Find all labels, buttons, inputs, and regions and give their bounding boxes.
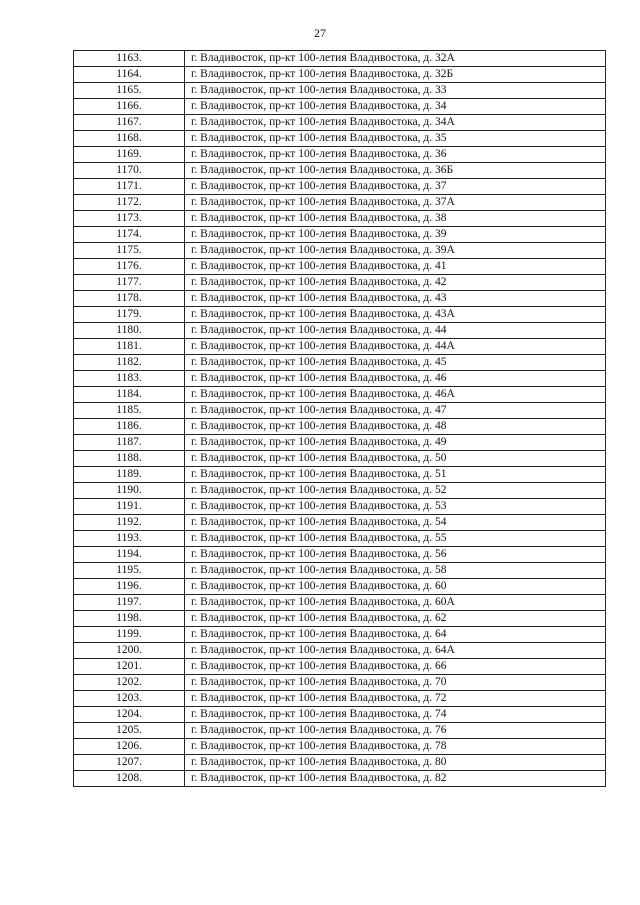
row-number: 1189. — [74, 467, 185, 483]
row-address: г. Владивосток, пр-кт 100-летия Владивостока, д. 50 — [185, 451, 606, 467]
address-table — [73, 50, 606, 787]
row-number: 1174. — [74, 227, 185, 243]
row-address: г. Владивосток, пр-кт 100-летия Владивостока, д. 39 — [185, 227, 606, 243]
table-row — [74, 243, 606, 259]
row-address: г. Владивосток, пр-кт 100-летия Владивостока, д. 36 — [185, 147, 606, 163]
row-number: 1192. — [74, 515, 185, 531]
row-address: г. Владивосток, пр-кт 100-летия Владивостока, д. 64А — [185, 643, 606, 659]
row-address: г. Владивосток, пр-кт 100-летия Владивостока, д. 46 — [185, 371, 606, 387]
table-row — [74, 275, 606, 291]
table-row — [74, 739, 606, 755]
row-number: 1170. — [74, 163, 185, 179]
row-number: 1164. — [74, 67, 185, 83]
table-row — [74, 115, 606, 131]
table-row — [74, 675, 606, 691]
address-table-body — [74, 51, 606, 787]
table-row — [74, 339, 606, 355]
row-number: 1186. — [74, 419, 185, 435]
row-address: г. Владивосток, пр-кт 100-летия Владивостока, д. 37 — [185, 179, 606, 195]
row-number: 1165. — [74, 83, 185, 99]
row-address: г. Владивосток, пр-кт 100-летия Владивостока, д. 70 — [185, 675, 606, 691]
row-number: 1179. — [74, 307, 185, 323]
row-address: г. Владивосток, пр-кт 100-летия Владивостока, д. 72 — [185, 691, 606, 707]
row-number: 1200. — [74, 643, 185, 659]
row-address: г. Владивосток, пр-кт 100-летия Владивостока, д. 54 — [185, 515, 606, 531]
row-address: г. Владивосток, пр-кт 100-летия Владивостока, д. 46А — [185, 387, 606, 403]
row-number: 1166. — [74, 99, 185, 115]
row-address: г. Владивосток, пр-кт 100-летия Владивостока, д. 58 — [185, 563, 606, 579]
table-row — [74, 99, 606, 115]
row-number: 1169. — [74, 147, 185, 163]
row-number: 1204. — [74, 707, 185, 723]
row-address: г. Владивосток, пр-кт 100-летия Владивостока, д. 56 — [185, 547, 606, 563]
row-number: 1201. — [74, 659, 185, 675]
table-row — [74, 387, 606, 403]
table-row — [74, 259, 606, 275]
row-address: г. Владивосток, пр-кт 100-летия Владивостока, д. 36Б — [185, 163, 606, 179]
table-row — [74, 467, 606, 483]
row-address: г. Владивосток, пр-кт 100-летия Владивостока, д. 32Б — [185, 67, 606, 83]
row-address: г. Владивосток, пр-кт 100-летия Владивостока, д. 41 — [185, 259, 606, 275]
row-address: г. Владивосток, пр-кт 100-летия Владивостока, д. 55 — [185, 531, 606, 547]
row-number: 1193. — [74, 531, 185, 547]
table-row — [74, 371, 606, 387]
table-row — [74, 723, 606, 739]
row-number: 1208. — [74, 771, 185, 787]
table-row — [74, 595, 606, 611]
table-row — [74, 131, 606, 147]
row-number: 1182. — [74, 355, 185, 371]
row-address: г. Владивосток, пр-кт 100-летия Владивостока, д. 43 — [185, 291, 606, 307]
table-row — [74, 163, 606, 179]
row-number: 1195. — [74, 563, 185, 579]
row-address: г. Владивосток, пр-кт 100-летия Владивостока, д. 35 — [185, 131, 606, 147]
row-number: 1205. — [74, 723, 185, 739]
table-row — [74, 291, 606, 307]
row-address: г. Владивосток, пр-кт 100-летия Владивостока, д. 60 — [185, 579, 606, 595]
row-number: 1207. — [74, 755, 185, 771]
row-number: 1171. — [74, 179, 185, 195]
table-row — [74, 547, 606, 563]
table-row — [74, 419, 606, 435]
row-address: г. Владивосток, пр-кт 100-летия Владивостока, д. 48 — [185, 419, 606, 435]
row-address: г. Владивосток, пр-кт 100-летия Владивостока, д. 34 — [185, 99, 606, 115]
row-number: 1199. — [74, 627, 185, 643]
row-number: 1172. — [74, 195, 185, 211]
table-row — [74, 51, 606, 67]
row-address: г. Владивосток, пр-кт 100-летия Владивостока, д. 47 — [185, 403, 606, 419]
row-number: 1190. — [74, 483, 185, 499]
table-row — [74, 403, 606, 419]
row-number: 1173. — [74, 211, 185, 227]
row-number: 1202. — [74, 675, 185, 691]
table-row — [74, 483, 606, 499]
table-row — [74, 499, 606, 515]
row-address: г. Владивосток, пр-кт 100-летия Владивостока, д. 32А — [185, 51, 606, 67]
table-row — [74, 627, 606, 643]
row-number: 1187. — [74, 435, 185, 451]
row-number: 1196. — [74, 579, 185, 595]
table-row — [74, 659, 606, 675]
table-row — [74, 355, 606, 371]
page-number: 27 — [314, 26, 326, 40]
table-row — [74, 195, 606, 211]
row-number: 1176. — [74, 259, 185, 275]
row-number: 1206. — [74, 739, 185, 755]
row-address: г. Владивосток, пр-кт 100-летия Владивостока, д. 53 — [185, 499, 606, 515]
row-address: г. Владивосток, пр-кт 100-летия Владивостока, д. 76 — [185, 723, 606, 739]
table-row — [74, 531, 606, 547]
table-row — [74, 611, 606, 627]
row-number: 1203. — [74, 691, 185, 707]
table-row — [74, 643, 606, 659]
row-address: г. Владивосток, пр-кт 100-летия Владивостока, д. 39А — [185, 243, 606, 259]
row-number: 1197. — [74, 595, 185, 611]
row-number: 1185. — [74, 403, 185, 419]
row-address: г. Владивосток, пр-кт 100-летия Владивостока, д. 74 — [185, 707, 606, 723]
row-address: г. Владивосток, пр-кт 100-летия Владивостока, д. 38 — [185, 211, 606, 227]
table-row — [74, 435, 606, 451]
row-number: 1177. — [74, 275, 185, 291]
row-address: г. Владивосток, пр-кт 100-летия Владивостока, д. 64 — [185, 627, 606, 643]
table-row — [74, 83, 606, 99]
row-address: г. Владивосток, пр-кт 100-летия Владивостока, д. 78 — [185, 739, 606, 755]
row-number: 1178. — [74, 291, 185, 307]
table-row — [74, 323, 606, 339]
row-address: г. Владивосток, пр-кт 100-летия Владивостока, д. 51 — [185, 467, 606, 483]
table-row — [74, 707, 606, 723]
row-number: 1168. — [74, 131, 185, 147]
table-row — [74, 563, 606, 579]
row-address: г. Владивосток, пр-кт 100-летия Владивостока, д. 45 — [185, 355, 606, 371]
table-row — [74, 147, 606, 163]
row-address: г. Владивосток, пр-кт 100-летия Владивостока, д. 82 — [185, 771, 606, 787]
table-row — [74, 179, 606, 195]
row-address: г. Владивосток, пр-кт 100-летия Владивостока, д. 42 — [185, 275, 606, 291]
row-number: 1175. — [74, 243, 185, 259]
table-row — [74, 755, 606, 771]
row-address: г. Владивосток, пр-кт 100-летия Владивостока, д. 37А — [185, 195, 606, 211]
table-row — [74, 451, 606, 467]
row-address: г. Владивосток, пр-кт 100-летия Владивостока, д. 52 — [185, 483, 606, 499]
row-number: 1188. — [74, 451, 185, 467]
table-row — [74, 67, 606, 83]
row-number: 1167. — [74, 115, 185, 131]
row-address: г. Владивосток, пр-кт 100-летия Владивостока, д. 62 — [185, 611, 606, 627]
row-number: 1183. — [74, 371, 185, 387]
table-row — [74, 227, 606, 243]
row-number: 1194. — [74, 547, 185, 563]
row-address: г. Владивосток, пр-кт 100-летия Владивостока, д. 66 — [185, 659, 606, 675]
row-address: г. Владивосток, пр-кт 100-летия Владивостока, д. 44 — [185, 323, 606, 339]
table-row — [74, 771, 606, 787]
row-number: 1181. — [74, 339, 185, 355]
row-address: г. Владивосток, пр-кт 100-летия Владивостока, д. 60А — [185, 595, 606, 611]
row-number: 1163. — [74, 51, 185, 67]
row-address: г. Владивосток, пр-кт 100-летия Владивостока, д. 80 — [185, 755, 606, 771]
table-row — [74, 691, 606, 707]
row-address: г. Владивосток, пр-кт 100-летия Владивостока, д. 34А — [185, 115, 606, 131]
row-number: 1191. — [74, 499, 185, 515]
table-row — [74, 307, 606, 323]
table-row — [74, 579, 606, 595]
row-address: г. Владивосток, пр-кт 100-летия Владивостока, д. 44А — [185, 339, 606, 355]
row-address: г. Владивосток, пр-кт 100-летия Владивостока, д. 33 — [185, 83, 606, 99]
row-address: г. Владивосток, пр-кт 100-летия Владивостока, д. 43А — [185, 307, 606, 323]
row-number: 1180. — [74, 323, 185, 339]
row-number: 1198. — [74, 611, 185, 627]
table-row — [74, 211, 606, 227]
row-address: г. Владивосток, пр-кт 100-летия Владивостока, д. 49 — [185, 435, 606, 451]
table-row — [74, 515, 606, 531]
row-number: 1184. — [74, 387, 185, 403]
